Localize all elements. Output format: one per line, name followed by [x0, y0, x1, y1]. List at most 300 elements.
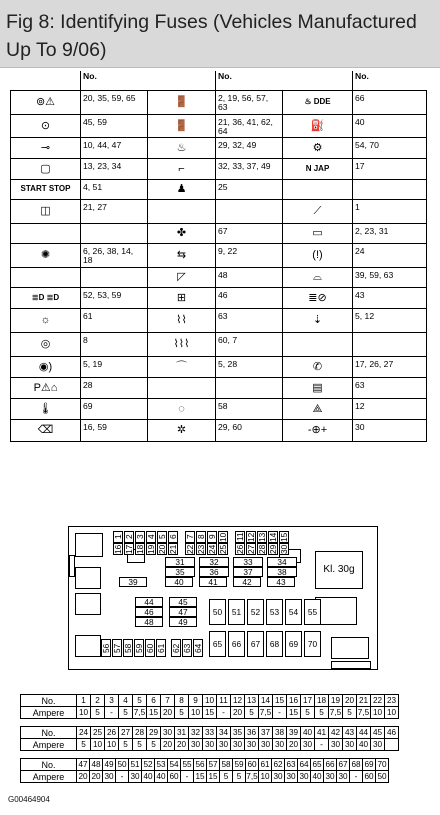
fuse-number-cell: 18 — [315, 695, 329, 707]
ampere-value-cell: 20 — [161, 739, 175, 751]
fuse-slot: 51 — [228, 599, 245, 625]
fuse-numbers-cell: 5, 19 — [81, 356, 148, 377]
fuse-number-cell: 37 — [259, 727, 273, 739]
fuse-symbol-icon: ⇣ — [312, 314, 323, 326]
fuse-number-cell: 24 — [77, 727, 91, 739]
fuse-slot: 56 — [101, 639, 111, 657]
fuse-number-cell: 30 — [161, 727, 175, 739]
ampere-value-cell: 20 — [78, 771, 88, 781]
fuse-slot: 22 — [185, 544, 195, 554]
symbol-cell — [148, 398, 216, 419]
fuse-symbol-icon: ✆ — [312, 360, 323, 373]
symbol-cell — [148, 267, 216, 287]
rear-wiper-relay — [75, 635, 101, 657]
fuse-number-cell: 7 — [161, 695, 175, 707]
symbol-cell — [148, 158, 216, 179]
fuse-symbol-icon: START STOP — [20, 184, 71, 193]
fuse-slot: 1 — [113, 531, 123, 543]
symbol-cell — [148, 419, 216, 441]
table-row — [11, 332, 427, 356]
fuse-symbol-icon: ⌇⌇⌇ — [173, 338, 190, 350]
fuse-slot: 33 — [233, 557, 263, 567]
ampere-table — [20, 726, 399, 751]
relay-housing — [75, 533, 103, 557]
fuse-numbers-cell — [81, 267, 148, 287]
fuse-slot: 31 — [165, 557, 195, 567]
fuse-symbol-icon: ⟁ — [312, 402, 323, 415]
fuse-numbers-cell: 2, 19, 56, 57, 63 — [216, 90, 283, 114]
fuse-numbers-cell: 25 — [216, 179, 283, 199]
ampere-value-cell: 40 — [357, 739, 371, 751]
ampere-value-cell: 40 — [143, 771, 153, 781]
fuse-slot: 12 — [246, 532, 256, 542]
table-row — [21, 727, 399, 739]
ampere-value-cell: 7,5 — [259, 707, 272, 717]
fuse-slot: 58 — [123, 639, 133, 657]
fuse-slot: 20 — [157, 544, 167, 554]
fuse-number-cell: 4 — [119, 695, 133, 707]
fuse-symbol-icon: ⚙ — [312, 141, 323, 154]
fuse-number-cell: 27 — [119, 727, 133, 739]
table-row — [11, 356, 427, 377]
fuse-numbers-cell: 21, 36, 41, 62, 64 — [216, 114, 283, 137]
ampere-value-cell — [385, 739, 399, 751]
ampere-value-cell: 20 — [231, 707, 245, 719]
fuse-slot: 66 — [228, 631, 245, 657]
ampere-value-cell: 7,5 — [133, 707, 146, 717]
fuse-symbol-icon: ⊞ — [176, 291, 187, 304]
ampere-value-cell: 5 — [175, 707, 189, 719]
fuse-number-cell: 65 — [312, 759, 322, 769]
number-label: No. — [21, 727, 77, 739]
fuse-number-cell: 48 — [91, 759, 101, 769]
fuse-symbol-icon: ⛽ — [310, 119, 325, 132]
ampere-value-cell: - — [181, 771, 194, 783]
fuse-number-cell: 23 — [385, 695, 399, 707]
ampere-value-cell: 10 — [385, 707, 399, 719]
fuse-slot: 11 — [235, 532, 245, 542]
ampere-value-cell: 30 — [130, 771, 140, 781]
fuse-slot: 61 — [156, 639, 166, 657]
fuse-symbol-icon: ⊸ — [40, 141, 51, 154]
fuse-numbers-cell: 29, 60 — [216, 419, 283, 441]
fuse-slot: 37 — [233, 567, 263, 577]
fuse-numbers-cell: 28 — [81, 377, 148, 398]
fuse-slot: 42 — [233, 577, 261, 587]
ampere-value-cell: 30 — [329, 739, 343, 751]
fuse-slot: 43 — [267, 577, 295, 587]
symbol-cell — [148, 377, 216, 398]
symbol-cell — [283, 90, 353, 114]
table-row — [11, 179, 427, 199]
table-row — [21, 707, 399, 719]
table-row — [11, 267, 427, 287]
fuse-symbol-icon: ◉) — [38, 360, 53, 373]
ampere-value-cell: 5 — [343, 707, 357, 719]
fuse-symbol-icon: ⌓ — [313, 271, 322, 283]
symbol-cell — [148, 199, 216, 223]
ampere-value-cell: 10 — [105, 739, 119, 751]
symbol-cell — [283, 308, 353, 332]
fuse-slot: 62 — [171, 639, 181, 657]
fuse-numbers-cell: 61 — [81, 308, 148, 332]
ampere-value-cell: 10 — [260, 771, 270, 781]
symbol-cell — [11, 332, 81, 356]
fuse-slot: 34 — [267, 557, 297, 567]
fuse-numbers-cell: 9, 22 — [216, 243, 283, 267]
ampere-value-cell: 15 — [195, 771, 205, 781]
table-row — [21, 739, 399, 751]
fuse-numbers-cell: 13, 23, 34 — [81, 158, 148, 179]
table-row — [11, 137, 427, 158]
fuse-number-cell: 25 — [91, 727, 105, 739]
fuse-numbers-cell: 58 — [216, 398, 283, 419]
fuse-number-cell: 58 — [221, 759, 231, 769]
fuse-numbers-cell: 63 — [353, 377, 427, 398]
symbol-cell — [11, 90, 81, 114]
fuse-slot: 14 — [268, 532, 278, 542]
symbol-cell — [283, 179, 353, 199]
fuse-number-cell: 5 — [133, 695, 147, 707]
fuse-slot: 5 — [157, 531, 167, 543]
ampere-value-cell: 30 — [343, 739, 357, 751]
fuse-symbol-icon: ⊚⚠ — [35, 96, 56, 108]
ampere-value-cell: 60 — [169, 771, 179, 781]
fuse-symbol-icon: N JAP — [305, 163, 330, 173]
symbol-cell — [11, 158, 81, 179]
fuse-numbers-cell: 29, 32, 49 — [216, 137, 283, 158]
fuse-number-cell: 55 — [182, 759, 192, 769]
relay-housing — [331, 661, 371, 669]
fuse-slot: 7 — [185, 531, 195, 543]
ampere-value-cell: 40 — [156, 771, 166, 781]
ampere-value-cell: 20 — [161, 707, 175, 719]
ampere-value-cell: 5 — [315, 707, 329, 719]
ampere-value-cell: 20 — [175, 739, 189, 751]
header-icon-2 — [148, 71, 216, 90]
fuse-number-cell: 70 — [377, 759, 387, 769]
fuse-number-cell: 59 — [234, 759, 244, 769]
fuse-numbers-cell: 45, 59 — [81, 114, 148, 137]
ampere-value-cell: - — [315, 739, 329, 751]
symbol-cell — [148, 356, 216, 377]
symbol-cell — [148, 243, 216, 267]
fuse-slot: 29 — [268, 544, 278, 554]
table-row — [11, 377, 427, 398]
fuse-symbol-icon: ◎ — [40, 338, 51, 350]
fuse-slot: 21 — [168, 544, 178, 554]
ampere-value-cell: 15 — [203, 707, 217, 719]
table-row — [11, 419, 427, 441]
fuse-slot: 63 — [182, 639, 192, 657]
ampere-value-cell: 7,5 — [329, 707, 342, 717]
fuse-slot: 4 — [146, 531, 156, 543]
fuse-symbol-icon: ⟋ — [313, 205, 322, 217]
fuse-number-cell: 67 — [338, 759, 348, 769]
ampere-value-cell: 5 — [119, 707, 133, 719]
fuse-slot: 49 — [169, 617, 197, 627]
fuse-slot: 69 — [285, 631, 302, 657]
fuse-number-cell: 10 — [203, 695, 217, 707]
fuse-numbers-cell: 30 — [353, 419, 427, 441]
fuse-symbol-icon: ⌒ — [176, 360, 187, 373]
table-row — [11, 158, 427, 179]
fuse-slot: 50 — [209, 599, 226, 625]
symbol-cell — [283, 199, 353, 223]
symbol-cell — [148, 179, 216, 199]
fuse-numbers-cell: 4, 51 — [81, 179, 148, 199]
table-row — [11, 287, 427, 308]
fuse-table-body — [11, 90, 427, 441]
symbol-cell — [11, 419, 81, 441]
table-row — [11, 243, 427, 267]
fuse-slot: 9 — [207, 531, 217, 543]
fuse-number-cell: 29 — [147, 727, 161, 739]
horn-relay — [315, 597, 357, 625]
fuse-slot: 46 — [135, 607, 163, 617]
fuse-number-cell: 2 — [91, 695, 105, 707]
fuse-symbol-icon: (!) — [312, 249, 323, 261]
fuse-identification-table — [10, 71, 427, 442]
fuse-symbol-icon: ✲ — [176, 424, 187, 436]
fuse-number-cell: 56 — [195, 759, 205, 769]
ampere-value-cell: 10 — [77, 707, 91, 719]
ampere-value-cell: 60 — [364, 771, 374, 781]
fuse-numbers-cell: 40 — [353, 114, 427, 137]
figure-code: G00464904 — [8, 795, 50, 804]
fuse-slot: 47 — [169, 607, 197, 617]
fuse-numbers-cell: 60, 7 — [216, 332, 283, 356]
fuse-slot: 18 — [135, 544, 145, 554]
fuse-slot: 35 — [165, 567, 195, 577]
fuse-symbol-icon: ✺ — [40, 249, 51, 261]
fuse-number-cell: 22 — [371, 695, 385, 707]
fuse-numbers-cell: 16, 59 — [81, 419, 148, 441]
symbol-cell — [283, 223, 353, 243]
symbol-cell — [148, 137, 216, 158]
fuse-symbol-icon: 🚪 — [174, 119, 189, 132]
ampere-value-cell: 30 — [338, 771, 348, 781]
figure-header — [0, 0, 440, 68]
fuse-numbers-cell: 20, 35, 59, 65 — [81, 90, 148, 114]
ampere-value-cell: 30 — [301, 739, 315, 751]
fuse-number-cell: 26 — [105, 727, 119, 739]
fuse-numbers-cell — [81, 223, 148, 243]
fuse-number-cell: 60 — [247, 759, 257, 769]
fuse-slot: 19 — [146, 544, 156, 554]
symbol-cell — [11, 377, 81, 398]
fuse-symbol-icon: P⚠⌂ — [33, 381, 58, 394]
fuse-number-cell: 36 — [245, 727, 259, 739]
ampere-value-cell: 15 — [287, 707, 301, 719]
fuse-number-cell: 49 — [104, 759, 114, 769]
fuse-number-cell: 19 — [329, 695, 343, 707]
fuse-number-cell: 15 — [273, 695, 287, 707]
fuse-slot: 17 — [124, 544, 134, 554]
fuse-numbers-cell: 39, 59, 63 — [353, 267, 427, 287]
ampere-value-cell: 5 — [245, 707, 259, 719]
number-label: No. — [21, 759, 77, 771]
ampere-value-cell: 20 — [91, 771, 101, 781]
symbol-cell — [283, 377, 353, 398]
ampere-value-cell: 5 — [77, 739, 91, 751]
fuse-number-cell: 42 — [329, 727, 343, 739]
fuse-slot: 32 — [199, 557, 229, 567]
fuse-symbol-icon: ⌇⌇ — [176, 314, 187, 326]
fuse-slot: 8 — [196, 531, 206, 543]
symbol-cell — [283, 398, 353, 419]
fuse-symbol-icon: ▭ — [312, 227, 323, 239]
fuse-number-cell: 20 — [343, 695, 357, 707]
ampere-value-cell: 7,5 — [357, 707, 370, 717]
fuse-numbers-cell: 52, 53, 59 — [81, 287, 148, 308]
ampere-value-cell: 30 — [231, 739, 245, 751]
fuse-number-cell: 16 — [287, 695, 301, 707]
fuse-numbers-cell: 5, 12 — [353, 308, 427, 332]
fuse-slot: 27 — [246, 544, 256, 554]
fuse-slot: 28 — [257, 544, 267, 554]
fuse-numbers-cell: 12 — [353, 398, 427, 419]
symbol-cell — [11, 308, 81, 332]
ampere-value-cell: 10 — [91, 739, 105, 751]
fuse-symbol-icon: ⇆ — [176, 249, 187, 261]
fuse-symbol-icon: ◫ — [40, 205, 51, 217]
ampere-value-cell: 15 — [208, 771, 218, 781]
ampere-value-cell: - — [273, 707, 287, 719]
fuse-number-cell: 51 — [130, 759, 140, 769]
fuse-slot: 41 — [199, 577, 227, 587]
fuse-numbers-cell — [353, 332, 427, 356]
symbol-cell — [148, 223, 216, 243]
fuse-slot: 57 — [112, 639, 122, 657]
fuse-slot: 70 — [304, 631, 321, 657]
fuse-number-cell: 1 — [77, 695, 91, 707]
ampere-value-cell: 30 — [299, 771, 309, 781]
fuse-number-cell: 62 — [273, 759, 283, 769]
ampere-value-cell: 30 — [189, 739, 203, 751]
ampere-value-cell: 10 — [189, 707, 203, 719]
fuse-slot: 3 — [135, 531, 145, 543]
fuse-slot: 10 — [218, 532, 228, 542]
fuse-numbers-cell: 5, 28 — [216, 356, 283, 377]
symbol-cell — [11, 137, 81, 158]
fuse-slot: 38 — [267, 567, 297, 577]
fuse-slot: 40 — [165, 577, 193, 587]
fuse-slot: 60 — [145, 639, 155, 657]
ampere-table — [20, 694, 399, 719]
ampere-value-cell: 50 — [377, 771, 387, 781]
fuse-numbers-cell: 17 — [353, 158, 427, 179]
fuse-symbol-icon: 🌡 — [38, 402, 53, 415]
ampere-value-cell: - — [105, 707, 119, 719]
fuse-number-cell: 31 — [175, 727, 189, 739]
fuse-numbers-cell: 6, 26, 38, 14, 18 — [81, 243, 148, 267]
fuse-slot: 67 — [247, 631, 264, 657]
symbol-cell — [148, 90, 216, 114]
terminal-30g-relay: Kl. 30g — [315, 551, 363, 589]
ampere-value-cell: - — [116, 771, 129, 783]
header-no-1: No. — [81, 71, 148, 90]
fuse-slot: 45 — [169, 597, 197, 607]
fuse-number-cell: 40 — [301, 727, 315, 739]
fuse-number-cell: 61 — [260, 759, 270, 769]
fuse-number-cell: 34 — [217, 727, 231, 739]
fuse-numbers-cell: 69 — [81, 398, 148, 419]
fuse-numbers-cell: 48 — [216, 267, 283, 287]
fuse-number-cell: 12 — [231, 695, 245, 707]
fuse-slot: 23 — [196, 544, 206, 554]
fuse-number-cell: 43 — [343, 727, 357, 739]
fuse-slot: 15 — [279, 532, 289, 542]
fuse-number-cell: 46 — [385, 727, 399, 739]
ampere-table — [20, 758, 389, 783]
ampere-value-cell: 5 — [301, 707, 315, 719]
fuse-numbers-cell: 43 — [353, 287, 427, 308]
ampere-value-cell: 30 — [371, 739, 385, 751]
fuse-number-cell: 64 — [299, 759, 309, 769]
fuse-slot: 64 — [193, 639, 203, 657]
ampere-label: Ampere — [21, 771, 77, 783]
fuse-slot: 36 — [199, 567, 229, 577]
fuse-symbol-icon: ▤ — [312, 381, 323, 394]
fuse-number-cell: 52 — [143, 759, 153, 769]
ampere-value-cell: 20 — [287, 739, 301, 751]
symbol-cell — [11, 243, 81, 267]
fuse-number-cell: 47 — [78, 759, 88, 769]
fuse-number-cell: 32 — [189, 727, 203, 739]
fuse-number-cell: 6 — [147, 695, 161, 707]
ampere-value-cell: 30 — [217, 739, 231, 751]
symbol-cell — [148, 308, 216, 332]
ampere-value-cell: 30 — [286, 771, 296, 781]
fuse-numbers-cell: 32, 33, 37, 49 — [216, 158, 283, 179]
ampere-value-cell: 7,5 — [246, 771, 258, 781]
ampere-value-cell: 5 — [91, 707, 105, 719]
fuse-number-cell: 45 — [371, 727, 385, 739]
symbol-cell — [283, 158, 353, 179]
symbol-cell — [283, 332, 353, 356]
ampere-value-cell: 5 — [220, 771, 233, 783]
fuse-numbers-cell: 66 — [353, 90, 427, 114]
symbol-cell — [283, 419, 353, 441]
fuse-symbol-icon: ⌐ — [178, 162, 185, 175]
ampere-value-cell: 5 — [133, 739, 147, 751]
fuse-number-cell: 69 — [364, 759, 374, 769]
ampere-value-cell: 30 — [104, 771, 114, 781]
symbol-cell — [11, 114, 81, 137]
fuse-box-diagram — [68, 526, 378, 670]
rear-defrost-relay — [75, 593, 101, 615]
fuse-number-cell: 35 — [231, 727, 245, 739]
fuse-number-cell: 63 — [286, 759, 296, 769]
symbol-cell — [283, 356, 353, 377]
ampere-value-cell: 10 — [371, 707, 385, 719]
table-row — [21, 759, 389, 771]
fuse-symbol-icon: ⌫ — [37, 424, 54, 436]
fuse-numbers-cell: 67 — [216, 223, 283, 243]
fuse-symbol-icon: ☼ — [40, 314, 51, 326]
fuse-numbers-cell: 2, 23, 31 — [353, 223, 427, 243]
ampere-value-cell: 30 — [273, 739, 287, 751]
symbol-cell — [283, 267, 353, 287]
symbol-cell — [148, 114, 216, 137]
fuse-numbers-cell: 21, 27 — [81, 199, 148, 223]
ampere-value-cell: - — [350, 771, 363, 783]
fuse-numbers-cell: 17, 26, 27 — [353, 356, 427, 377]
fuse-numbers-cell: 10, 44, 47 — [81, 137, 148, 158]
ampere-value-cell: 30 — [259, 739, 273, 751]
fuse-number-cell: 54 — [169, 759, 179, 769]
